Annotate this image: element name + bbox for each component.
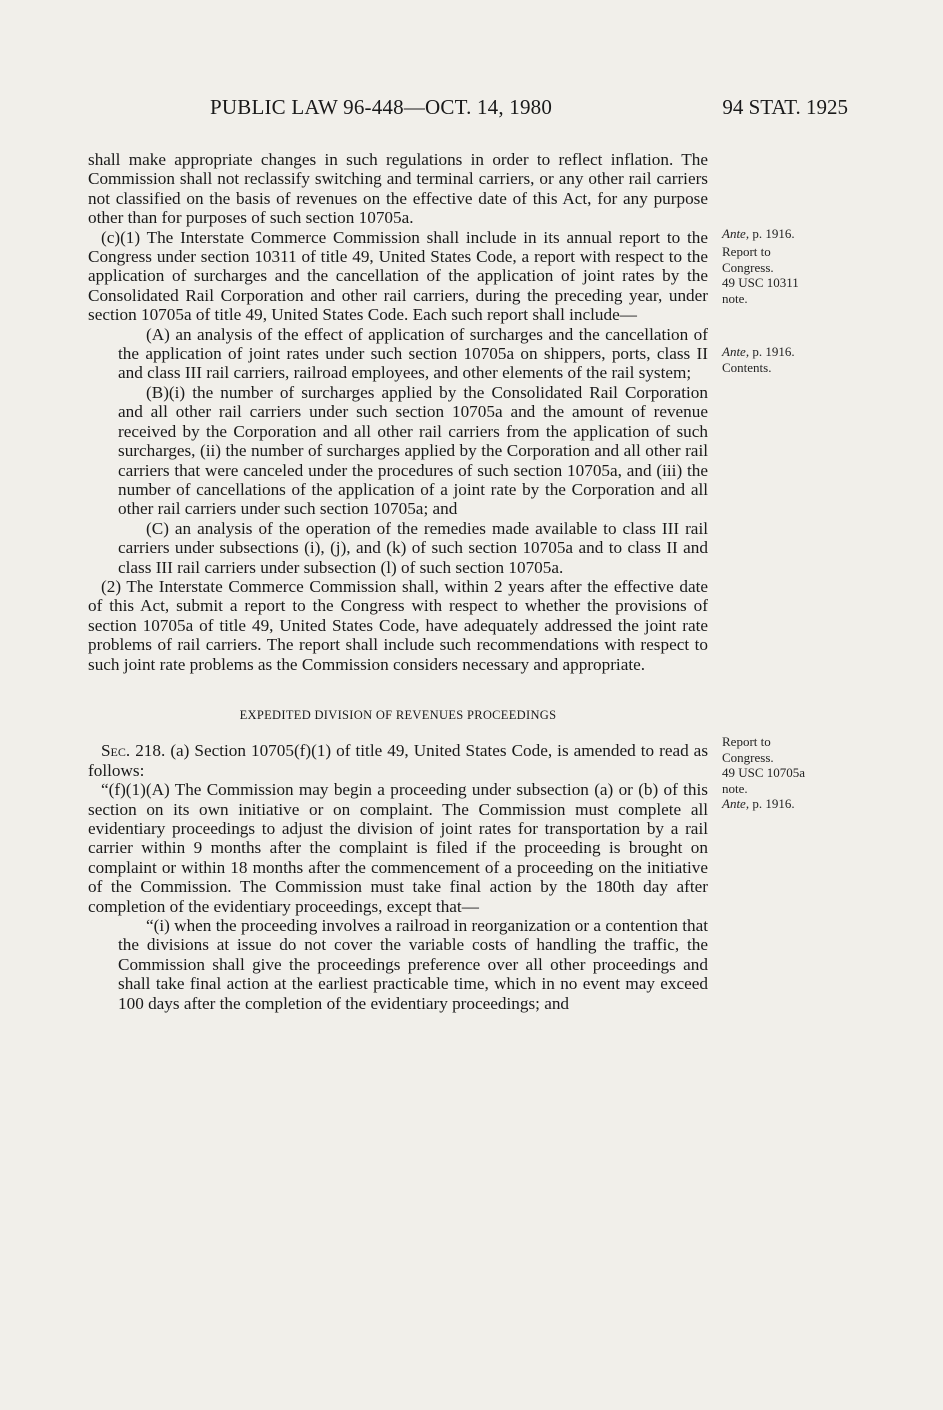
- paragraph-c1: (c)(1) The Interstate Commerce Commission shall include in its annual report to the Congress under section 10311 of title 49, United States Code, a report with respect to the application of surcharges and the cancellation of the application of joint rates by the Consolidated Rail Corporation and other rail carriers, during the preceding year, under section 10705a of title 49, United States Code. Each such report shall include—: [88, 227, 708, 325]
- section-label: Sec. 218.: [101, 741, 166, 761]
- list-item-b: (B)(i) the number of surcharges applied by the Consolidated Rail Corporation and all other rail carriers under such section 10705a and the amount of revenue received by the Corporation and all other rail carriers from the application of such surcharges, (ii) the number of surcharges applied by the Corporation and all other rail carriers that were canceled under the procedures of such section 10705a, and (iii) the number of cancellations of the application of a joint rate by the Corporation and all other rail carriers under such section 10705a; and: [118, 382, 708, 519]
- section-heading: EXPEDITED DIVISION OF REVENUES PROCEEDINGS: [239, 707, 557, 722]
- page-header: [88, 95, 848, 125]
- section-218-paragraph: [88, 741, 708, 780]
- paragraph-continuation: shall make appropriate changes in such regulations in order to reflect inflation. The Commission shall not reclassify switching and terminal carriers, or any other rail carriers not classified on the basis of revenues on the effective date of this Act, for any purpose other than for purposes of such section 10705a.: [88, 150, 708, 228]
- list-item-a: (A) an analysis of the effect of application of surcharges and the cancellation of the application of joint rates under such section 10705a on shippers, ports, class II and class III rail carriers, railroad employees, and other elements of the rail system;: [118, 324, 708, 383]
- header-stat-number: 94 STAT. 1925: [722, 95, 848, 119]
- quoted-paragraph-f1a: “(f)(1)(A) The Commission may begin a proceeding under subsection (a) or (b) of this section on its own initiative or on complaint. The Commission must complete all evidentiary proceedings to adjust the division of joint rates for transportation by a rail carrier within 9 months after the complaint is filed if the proceeding is brought on complaint or within 18 months after the commencement of a proceeding on the initiative of the Commission. The Commission must take final action by the 180th day after completion of the evidentiary proceedings, except that—: [88, 780, 708, 916]
- header-title: PUBLIC LAW 96-448—OCT. 14, 1980: [210, 95, 553, 119]
- margin-note-ante-1: Ante, p. 1916.: [722, 226, 795, 241]
- body-text: [88, 150, 708, 1013]
- margin-note-ante-2: Ante, p. 1916. Contents.: [722, 344, 795, 375]
- margin-note-report-1: Report to Congress. 49 USC 10311 note.: [722, 244, 799, 306]
- paragraph-c2: (2) The Interstate Commerce Commission shall, within 2 years after the effective date of this Act, submit a report to the Congress with respect to whether the provisions of section 10705a of title 49, United States Code, have adequately addressed the joint rate problems of rail carriers. The report shall include such recommendations with respect to such joint rate problems as the Commission considers necessary and appropriate.: [88, 576, 708, 674]
- margin-note-report-2: Report to Congress. 49 USC 10705a note. Ante, p. 1916.: [722, 734, 806, 811]
- section-218-text: (a) Section 10705(f)(1) of title 49, United States Code, is amended to read as follows:: [88, 741, 709, 780]
- quoted-paragraph-i: “(i) when the proceeding involves a railroad in reorganization or a contention that the divisions at issue do not cover the variable costs of handling the traffic, the Commission shall give the proceedings preference over all other proceedings and shall take final action at the earliest practicable time, which in no event may exceed 100 days after the completion of the evidentiary proceedings; and: [118, 916, 708, 1013]
- list-item-c: (C) an analysis of the operation of the remedies made available to class III rail carriers under subsections (i), (j), and (k) of such section 10705a and to class II and class III rail carriers under subsection (l) of such section 10705a.: [118, 518, 708, 577]
